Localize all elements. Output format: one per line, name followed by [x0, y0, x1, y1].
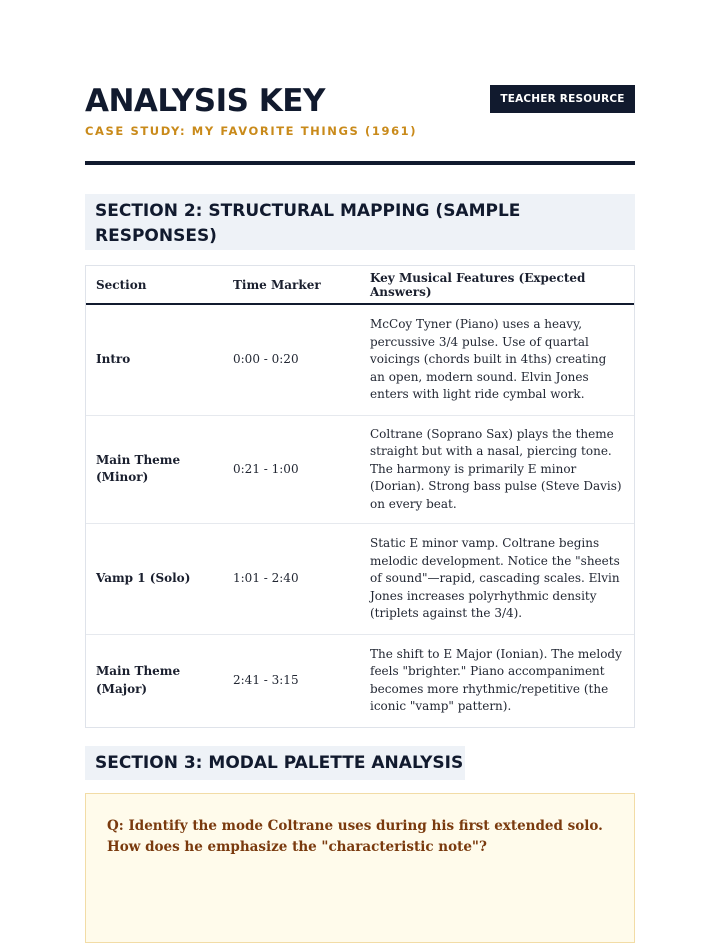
question-text: Q: Identify the mode Coltrane uses during his first extended solo. How does he emphasize the "characteristic note"? — [107, 818, 603, 855]
row-time: 0:21 - 1:00 — [223, 415, 360, 524]
column-header-section: Section — [86, 266, 223, 304]
row-time: 1:01 - 2:40 — [223, 524, 360, 635]
column-header-time-marker: Time Marker — [223, 266, 360, 304]
table-row — [86, 415, 634, 524]
page-title: ANALYSIS KEY — [85, 83, 325, 119]
table-header-row — [86, 266, 634, 304]
row-section: Main Theme (Major) — [96, 664, 181, 696]
table-row — [86, 635, 634, 727]
row-features: The shift to E Major (Ionian). The melody feels "brighter." Piano accompaniment becomes more rhythmic/repetitive (the iconic "vamp" pattern). — [370, 646, 622, 714]
table-row — [86, 304, 634, 415]
column-header-key-features: Key Musical Features (Expected Answers) — [360, 266, 634, 304]
row-section: Main Theme (Minor) — [86, 415, 223, 524]
row-features: Coltrane (Soprano Sax) plays the theme straight but with a nasal, piercing tone. The harmony is primarily E minor (Dorian). Strong bass pulse (Steve Davis) on every beat. — [360, 415, 634, 524]
section-2-heading: SECTION 2: STRUCTURAL MAPPING (SAMPLE RESPONSES) — [85, 194, 635, 250]
row-features: Static E minor vamp. Coltrane begins melodic development. Notice the "sheets of sound"—rapid, cascading scales. Elvin Jones increases polyrhythmic density (triplets against the 3/4). — [360, 524, 634, 635]
section-3-heading: SECTION 3: MODAL PALETTE ANALYSIS — [85, 746, 465, 780]
row-section: Vamp 1 (Solo) — [86, 524, 223, 635]
question-callout — [85, 793, 635, 943]
header-divider — [85, 161, 635, 165]
row-section: Intro — [86, 304, 223, 415]
row-features: McCoy Tyner (Piano) uses a heavy, percussive 3/4 pulse. Use of quartal voicings (chords built in 4ths) creating an open, modern sound. Elvin Jones enters with light ride cymbal work. — [360, 304, 634, 415]
row-time: 2:41 - 3:15 — [233, 673, 299, 687]
table-row — [86, 524, 634, 635]
row-time: 0:00 - 0:20 — [223, 304, 360, 415]
page-subtitle: CASE STUDY: MY FAVORITE THINGS (1961) — [85, 124, 418, 138]
teacher-resource-badge: TEACHER RESOURCE — [490, 85, 635, 113]
structural-mapping-table — [85, 265, 635, 728]
